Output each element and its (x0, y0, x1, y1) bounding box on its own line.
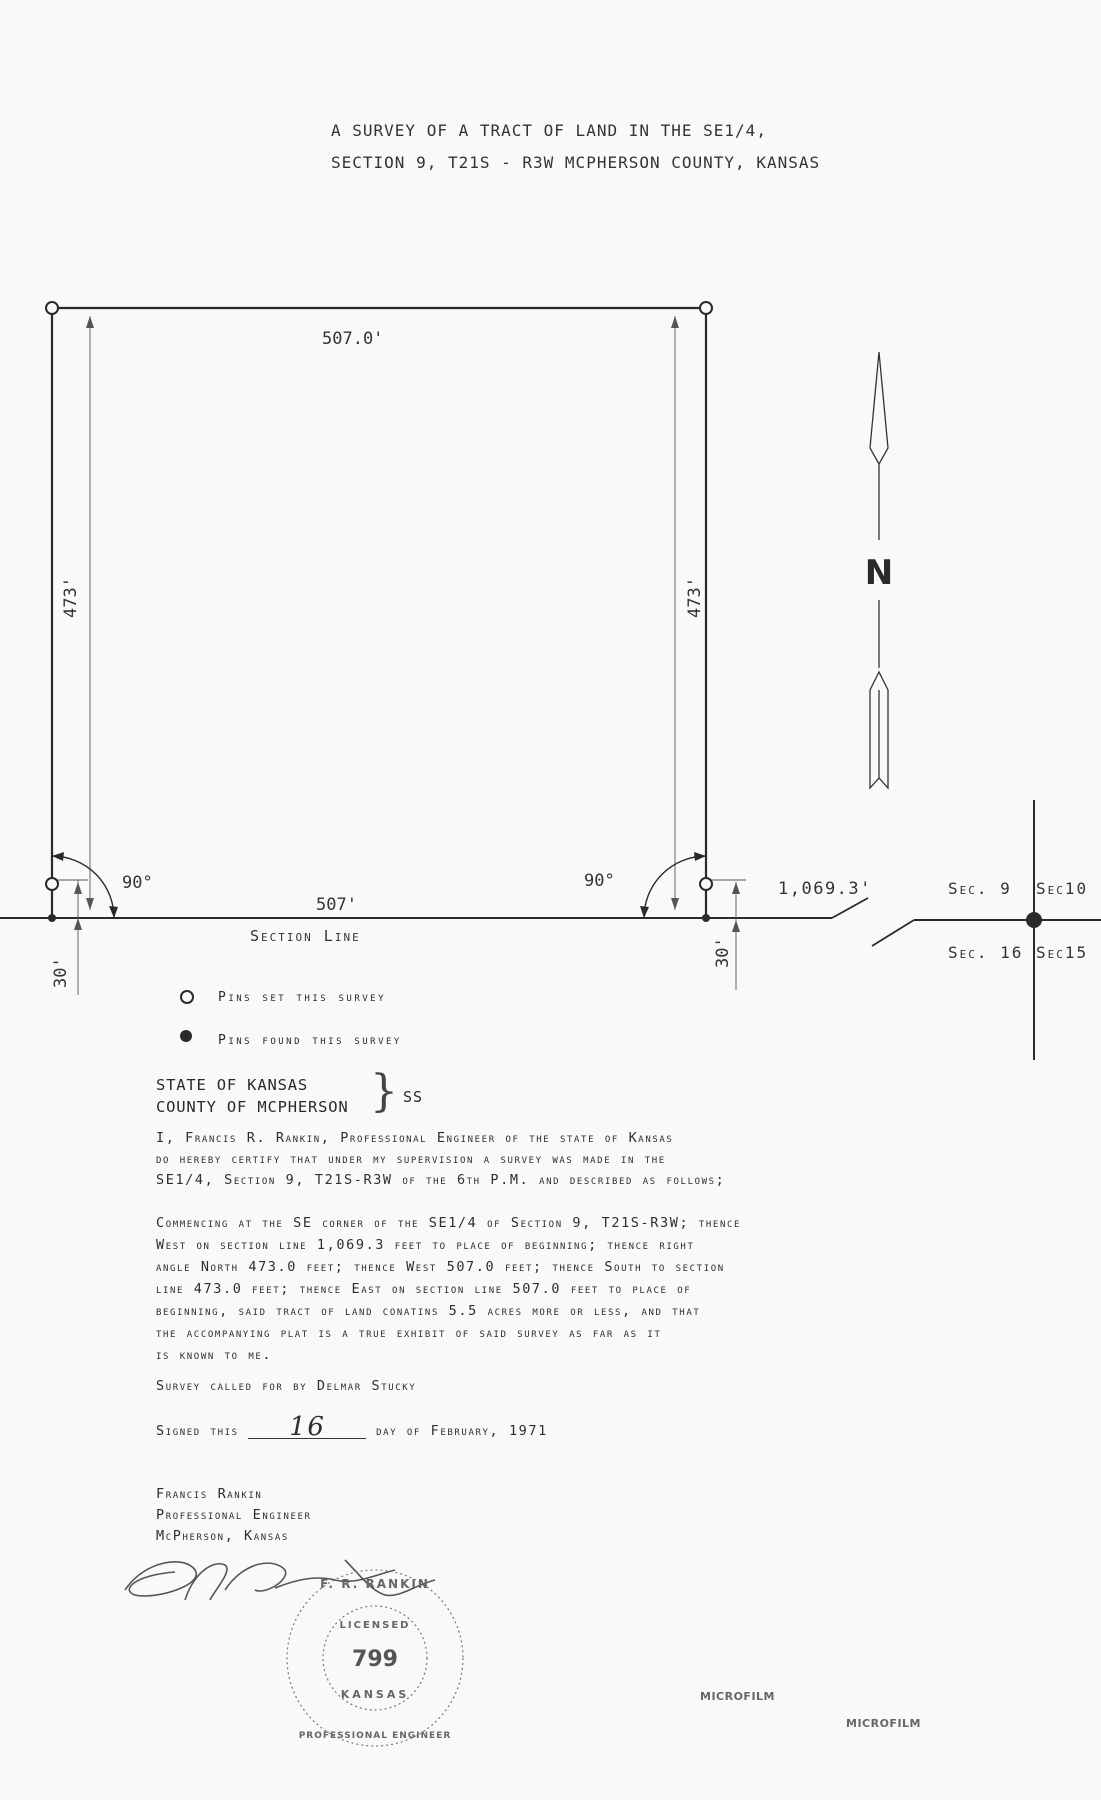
description-line-3: angle North 473.0 feet; thence West 507.0 feet; thence South to section (156, 1259, 725, 1275)
venue-state: STATE OF KANSAS (156, 1076, 308, 1094)
microfilm-stamp-2: MICROFILM (846, 1717, 921, 1730)
title-line-2: SECTION 9, T21S - R3W MCPHERSON COUNTY, KANSAS (331, 153, 821, 172)
seal-name: F. R. RANKIN (320, 1577, 430, 1591)
break-mark-1 (832, 898, 868, 918)
seal-professional: PROFESSIONAL ENGINEER (298, 1731, 452, 1741)
legend-pins-found: Pins found this survey (218, 1033, 402, 1048)
legend-pins-set: Pins set this survey (218, 990, 387, 1005)
certification-line-2: do hereby certify that under my supervision a survey was made in the (156, 1151, 666, 1167)
section-corner-pin-icon (1026, 912, 1042, 928)
sec-10-label: Sec10 (1036, 879, 1089, 898)
signer-title: Professional Engineer (156, 1507, 312, 1523)
angle-left-label: 90° (122, 873, 153, 893)
pin-set-ne-icon (700, 302, 712, 314)
description-line-5: beginning, said tract of land conatins 5.5 acres more or less, and that (156, 1303, 701, 1319)
venue-ss: SS (403, 1088, 424, 1106)
pin-found-legend-icon (180, 1030, 192, 1042)
bottom-dimension: 507' (316, 895, 357, 915)
sec-15-label: Sec15 (1036, 943, 1089, 962)
description-line-1: Commencing at the SE corner of the SE1/4 of Section 9, T21S-R3W; thence (156, 1215, 742, 1231)
description-line-4: line 473.0 feet; thence East on section line 507.0 feet to place of (156, 1281, 692, 1297)
pin-found-sw-icon (48, 914, 56, 922)
survey-called-for: Survey called for by Delmar Stucky (156, 1378, 417, 1394)
top-dimension: 507.0' (322, 329, 384, 349)
pin-set-nw-icon (46, 302, 58, 314)
seal-number: 799 (352, 1647, 398, 1672)
right-dimension: 473' (685, 577, 705, 618)
sec-9-label: Sec. 9 (948, 879, 1012, 898)
venue-county: COUNTY OF MCPHERSON (156, 1098, 349, 1116)
description-line-2: West on section line 1,069.3 feet to place of beginning; thence right (156, 1237, 695, 1253)
pin-found-se-icon (702, 914, 710, 922)
pin-set-legend-icon (180, 990, 194, 1004)
north-label: N (864, 553, 894, 593)
description-line-7: is known to me. (156, 1347, 273, 1363)
certification-line-3: SE1/4, Section 9, T21S-R3W of the 6th P.M. and described as follows; (156, 1172, 726, 1188)
microfilm-stamp-1: MICROFILM (700, 1690, 775, 1703)
signed-line (156, 1412, 548, 1443)
angle-right-label: 90° (584, 871, 615, 891)
signer-location: McPherson, Kansas (156, 1528, 289, 1544)
signed-prefix: Signed this (156, 1423, 239, 1439)
section-line-label: Section Line (250, 927, 361, 945)
engineer-seal (280, 1548, 470, 1762)
signer-name: Francis Rankin (156, 1486, 263, 1502)
east-dimension: 1,069.3' (778, 879, 872, 899)
left-dimension: 473' (61, 577, 81, 618)
left-offset-dimension: 30' (51, 957, 71, 988)
certification-line-1: I, Francis R. Rankin, Professional Engineer of the state of Kansas (156, 1130, 674, 1146)
right-offset-dimension: 30' (713, 937, 733, 968)
pin-set-sw-icon (46, 878, 58, 890)
title-line-1: A SURVEY OF A TRACT OF LAND IN THE SE1/4, (331, 121, 767, 140)
signed-suffix: day of February, 1971 (376, 1423, 548, 1439)
break-mark-2 (872, 920, 914, 946)
venue-brace: } (370, 1066, 398, 1117)
pin-set-se-icon (700, 878, 712, 890)
seal-licensed: LICENSED (339, 1620, 411, 1631)
seal-state: KANSAS (340, 1688, 410, 1701)
angle-arc-left (52, 856, 114, 918)
signed-day: 16 (248, 1416, 366, 1439)
description-line-6: the accompanying plat is a true exhibit of said survey as far as it (156, 1325, 662, 1341)
sec-16-label: Sec. 16 (948, 943, 1024, 962)
